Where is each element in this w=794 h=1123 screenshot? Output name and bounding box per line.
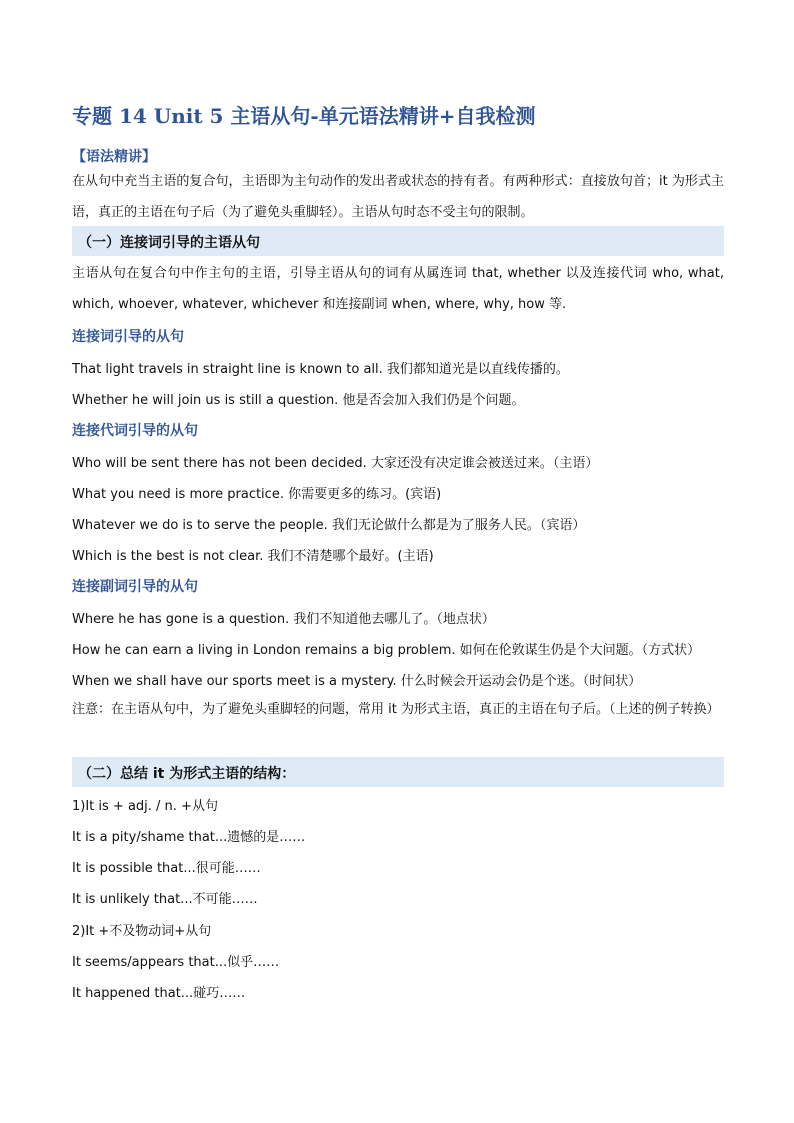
structure-line: 2)It +不及物动词+从句 bbox=[72, 924, 212, 939]
example-line: How he can earn a living in London remains a big problem. 如何在伦敦谋生仍是个大问题。（方式状） bbox=[72, 643, 701, 658]
structure-line: It is possible that...很可能…… bbox=[72, 861, 261, 876]
structure-line: It happened that...碰巧…… bbox=[72, 986, 246, 1001]
section-heading-2: （二）总结 it 为形式主语的结构： bbox=[78, 766, 296, 782]
structure-line: 1)It is + adj. / n. +从句 bbox=[72, 799, 218, 814]
example-line: Whether he will join us is still a question. 他是否会加入我们仍是个问题。 bbox=[72, 393, 525, 408]
section-band-1 bbox=[72, 226, 724, 256]
intro-paragraph: 在从句中充当主语的复合句，主语即为主句动作的发出者或状态的持有者。有两种形式：直接放句首；it 为形式主语，真正的主语在句子后（为了避免头重脚轻）。主语从句时态不受主句的限制。 bbox=[72, 174, 724, 220]
example-line: That light travels in straight line is known to all. 我们都知道光是以直线传播的。 bbox=[72, 362, 569, 377]
example-line: Whatever we do is to serve the people. 我们无论做什么都是为了服务人民。（宾语） bbox=[72, 518, 586, 533]
section-band-2 bbox=[72, 757, 724, 787]
example-line: Which is the best is not clear. 我们不清楚哪个最好。(主语) bbox=[72, 549, 434, 564]
page-title: 专题 14 Unit 5 主语从句-单元语法精讲+自我检测 bbox=[72, 104, 536, 128]
example-line: What you need is more practice. 你需要更多的练习。(宾语) bbox=[72, 487, 442, 502]
structure-line: It is unlikely that...不可能…… bbox=[72, 892, 258, 907]
section-tag: 【语法精讲】 bbox=[72, 149, 156, 165]
example-line: Who will be sent there has not been decided. 大家还没有决定谁会被送过来。（主语） bbox=[72, 456, 599, 471]
note-paragraph: 注意：在主语从句中，为了避免头重脚轻的问题，常用 it 为形式主语，真正的主语在句子后。（上述的例子转换） bbox=[72, 702, 720, 717]
example-line: Where he has gone is a question. 我们不知道他去哪儿了。（地点状） bbox=[72, 612, 495, 627]
subhead-pronoun: 连接代词引导的从句 bbox=[72, 423, 198, 439]
subhead-adverb: 连接副词引导的从句 bbox=[72, 579, 198, 595]
part1-paragraph: 主语从句在复合句中作主句的主语，引导主语从句的词有从属连词 that, whether 以及连接代词 who, what, which, whoever, whatever, whichever 和连接副词 when, where, why, how 等. bbox=[72, 266, 724, 312]
structure-line: It seems/appears that...似乎…… bbox=[72, 955, 280, 970]
subhead-connector: 连接词引导的从句 bbox=[72, 329, 184, 345]
example-line: When we shall have our sports meet is a mystery. 什么时候会开运动会仍是个迷。（时间状） bbox=[72, 674, 642, 689]
structure-line: It is a pity/shame that...遗憾的是…… bbox=[72, 830, 306, 845]
section-heading-1: （一）连接词引导的主语从句 bbox=[78, 235, 260, 251]
